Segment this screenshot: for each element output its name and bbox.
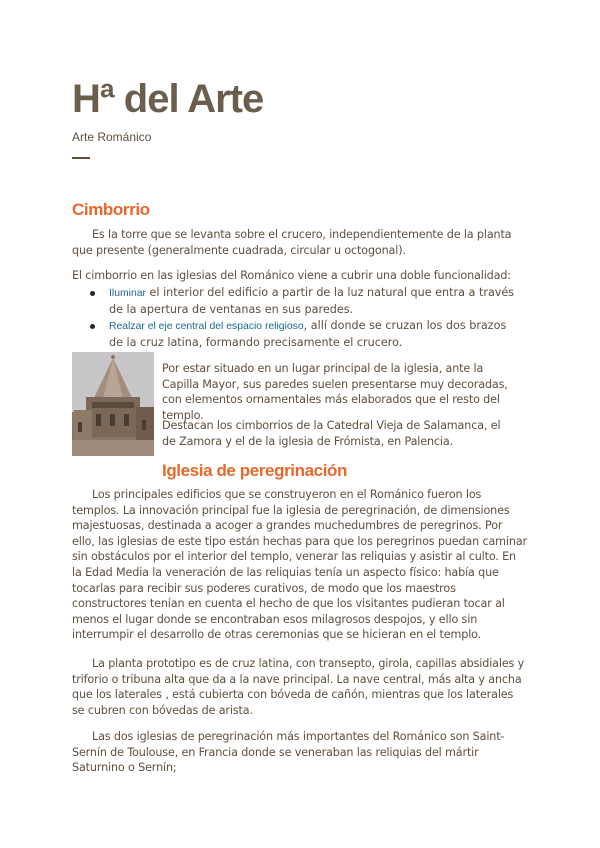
bullet-text: el interior del edificio a partir de la luz natural que entra a través de la apertura de ventanas en sus paredes.: [109, 286, 515, 316]
page-title: Hª del Arte: [72, 77, 264, 121]
cathedral-image: [72, 352, 154, 456]
cathedral-photo: [72, 352, 154, 456]
page-subtitle: Arte Románico: [72, 130, 152, 144]
peregrinacion-paragraph-2: La planta prototipo es de cruz latina, con transepto, girola, capillas absidiales y triforio o tribuna alta que da a la nave principal. La nave central, más alta y ancha que los laterales , está cubierta con bóveda de cañón, mientras que los laterales se cubren con bóvedas de arista.: [72, 657, 525, 717]
bullet-dot-icon: [90, 291, 95, 296]
section-heading-cimborrio: Cimborrio: [72, 200, 150, 219]
peregrinacion-paragraph-1: Los principales edificios que se construyeron en el Románico fueron los templos. La innovación principal fue la iglesia de peregrinación, de dimensiones majestuosas, destinada a acoger a grandes muchedumbres de peregrinos. Por ello, las iglesias de este tipo están hechas para que los peregrinos puedan caminar sin obstáculos por el interior del templo, venerar las reliquias y asistir al culto. En la Edad Media la veneración de las reliquias tenía un aspecto físico: había que tocarlas para recibir sus poderes curativos, de modo que los maestros constructores tenían en cuenta el hecho de que los visitantes pudieran tocar al menos el lugar donde se encontraban esos milagrosos despojos, y ello sin interrumpir el desarrollo de otras ceremonias que se hicieran en el templo.: [72, 488, 527, 642]
cimborrio-paragraph-2: El cimborrio en las iglesias del Románico viene a cubrir una doble funcionalidad:: [72, 269, 511, 282]
bullet-dot-icon: [90, 324, 95, 329]
bullet-text: , allí donde se cruzan los dos brazos de la cruz latina, formando precisamente el crucero.: [109, 319, 507, 349]
peregrinacion-paragraph-3: Las dos iglesias de peregrinación más importantes del Románico son Saint-Sernín de Toulouse, en Francia donde se veneraban las reliquias del mártir Saturnino o Sernín;: [72, 730, 505, 775]
bullet-highlight: Realzar el eje central del espacio religioso: [109, 321, 304, 332]
bullet-item-iluminar: [109, 285, 519, 317]
bullet-highlight: Iluminar: [109, 288, 146, 299]
cimborrio-paragraph-1: Es la torre que se levanta sobre el crucero, independientemente de la planta que presente (generalmente cuadrada, circular u octogonal).: [72, 228, 512, 257]
cimborrio-paragraph-3: Por estar situado en un lugar principal de la iglesia, ante la Capilla Mayor, sus paredes suelen presentarse muy decoradas, con elementos ornamentales más elaborados que el resto del templo.: [162, 362, 508, 422]
section-heading-peregrinacion: Iglesia de peregrinación: [162, 461, 348, 480]
bullet-item-realzar: [109, 318, 523, 350]
title-divider: [72, 157, 90, 159]
cimborrio-paragraph-4: Destacan los cimborrios de la Catedral Vieja de Salamanca, el de Zamora y el de la iglesia de Frómista, en Palencia.: [162, 419, 501, 448]
